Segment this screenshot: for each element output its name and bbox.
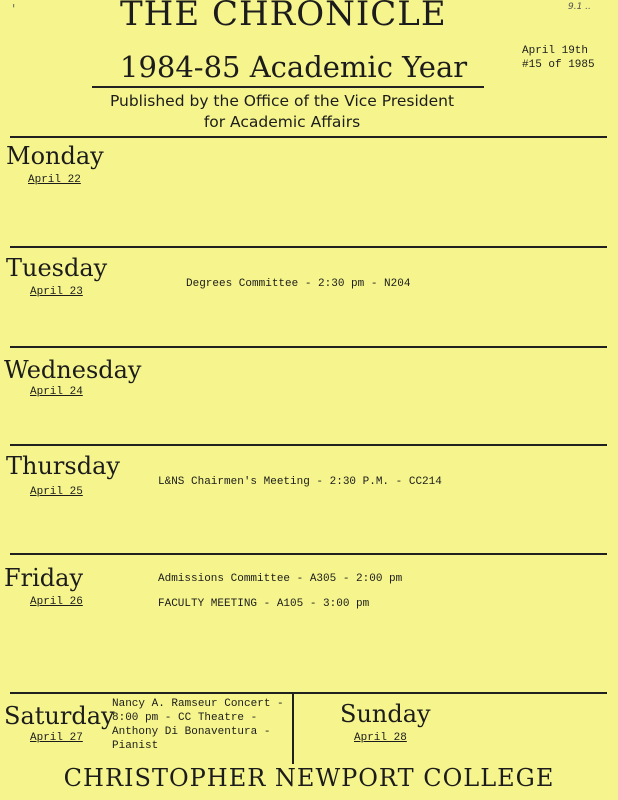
day-tuesday: Tuesday (6, 254, 108, 282)
date-monday: April 22 (28, 174, 81, 186)
section-divider (10, 444, 607, 446)
date-sunday: April 28 (354, 732, 407, 744)
title-underline (92, 86, 484, 88)
stray-mark: ' (12, 2, 16, 16)
event-lns-chairmen-meeting: L&NS Chairmen's Meeting - 2:30 P.M. - CC214 (158, 476, 442, 488)
day-monday: Monday (6, 142, 104, 170)
concert-line-2: 8:00 pm - CC Theatre - (112, 712, 258, 724)
section-divider (10, 346, 607, 348)
published-by (82, 91, 482, 133)
published-by-line1: Published by the Office of the Vice President (109, 92, 455, 110)
section-divider (10, 553, 607, 555)
academic-year: 1984-85 Academic Year (120, 50, 468, 84)
date-thursday: April 25 (30, 486, 83, 498)
weekend-divider (292, 694, 294, 764)
issue-date: April 19th (522, 45, 589, 57)
concert-line-3: Anthony Di Bonaventura - (112, 726, 271, 738)
corner-handwritten-note: 9.1 .. (568, 2, 591, 12)
event-ramseur-concert (112, 697, 284, 753)
date-friday: April 26 (30, 596, 83, 608)
event-admissions-committee: Admissions Committee - A305 - 2:00 pm (158, 573, 403, 585)
event-degrees-committee: Degrees Committee - 2:30 pm - N204 (186, 278, 411, 290)
date-saturday: April 27 (30, 732, 83, 744)
concert-line-4: Pianist (112, 740, 159, 752)
section-divider (10, 246, 607, 248)
issue-info (522, 44, 595, 72)
section-divider (10, 692, 607, 694)
section-divider (10, 136, 607, 138)
published-by-line2: for Academic Affairs (203, 113, 361, 131)
concert-line-1: Nancy A. Ramseur Concert - (112, 698, 284, 710)
day-thursday: Thursday (6, 452, 120, 480)
date-tuesday: April 23 (30, 286, 83, 298)
day-wednesday: Wednesday (4, 356, 142, 384)
day-saturday: Saturday (4, 702, 115, 730)
day-sunday: Sunday (340, 700, 431, 728)
issue-number: #15 of 1985 (522, 59, 595, 71)
college-name: CHRISTOPHER NEWPORT COLLEGE (63, 764, 555, 792)
event-faculty-meeting: FACULTY MEETING - A105 - 3:00 pm (158, 598, 370, 610)
date-wednesday: April 24 (30, 386, 83, 398)
publication-title: THE CHRONICLE (120, 0, 447, 34)
day-friday: Friday (4, 564, 84, 592)
